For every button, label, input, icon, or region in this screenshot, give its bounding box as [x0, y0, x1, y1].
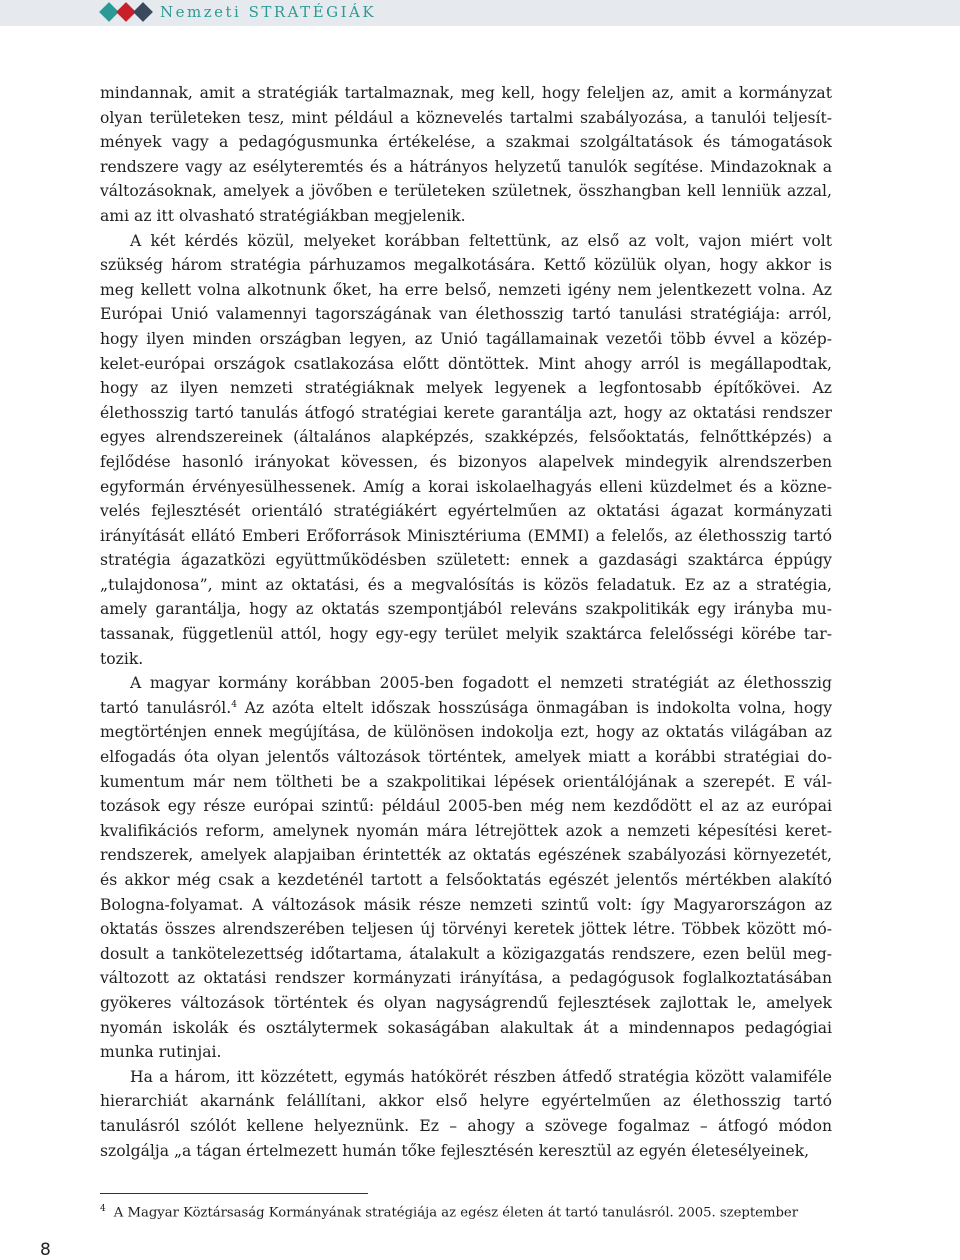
running-header [0, 0, 960, 26]
footnote [100, 1200, 840, 1222]
footnote-number: 4 [100, 1204, 106, 1214]
paragraph-3-text-before: A magyar kormány korábban 2005-ben fogadott el nemzeti stratégiát az élethosszig tartó tanulásról. [100, 674, 832, 717]
paragraph-4: Ha a három, itt közzétett, egymás hatókörét részben átfedő stratégia között valamiféle hierarchiát akarnánk felállítani, akkor első helyre egyértelműen az élethosszig tartó tanulásról szólót kellene helyeznünk. Ez – ahogy a szövege fogalmaz – átfogó módon szolgálja „a tágan értelmezett humán tőke fejlesztésén keresztül az egyén életesélyeinek, [100, 1067, 832, 1160]
header-title: Nemzeti STRATÉGIÁK [160, 3, 377, 21]
footnote-divider [100, 1193, 368, 1194]
body-text [100, 81, 832, 1163]
footnote-reference: 4 [231, 699, 237, 710]
paragraph-3-text-after: Az azóta eltelt időszak hosszúsága önmagában is indokolta volna, hogy megtörténjen ennek megújítása, de különösen indokolja ezt, hogy az oktatás világában az elfogadás óta olyan jelentős változások történtek, amelyek miatt a korábbi stratégiai dokumentum már nem töltheti be a szakpolitikai lépések orientálójának a szerepét. E változások egy része európai szintű: például 2005-ben még nem kezdődött el az az európai kvalifikációs reform, amelynek nyomán mára létrejöttek azok a nemzeti képesítési keretrendszerek, amelyek alapjaiban érintették az oktatás egészének szabályozási környezetét, és akkor még csak a kezdeténél tartott a felsőoktatás egészét jelentős mértékben alakító Bologna-folyamat. A változások másik része nemzeti szintű volt: így Magyarországon az oktatás összes alrendszerében teljesen új törvényi keretek jöttek létre. Többek között módosult a tankötelezettség időtartama, átalakult a közigazgatás rendszere, ezen belül megváltozott az oktatási rendszer kormányzati irányítása, a pedagógusok foglalkoztatásában gyökeres változások történtek és olyan nagyságrendű fejlesztések zajlottak le, amelyek nyomán iskolák és osztálytermek sokaságában alakultak át a mindennapos pedagógiai munka rutinjai. [100, 698, 832, 1062]
page-number: 8 [40, 1240, 51, 1260]
three-diamonds-icon [98, 3, 158, 23]
navy-diamond-icon [133, 2, 153, 22]
paragraph-3 [100, 671, 832, 1065]
paragraph-1: mindannak, amit a stratégiák tartalmaznak, meg kell, hogy feleljen az, amit a kormányzat olyan területeken tesz, mint például a köznevelés tartalmi szabályozása, a tanulói teljesítmények vagy a pedagógusmunka értékelése, a szakmai szolgáltatások és támogatások rendszere vagy az esélyteremtés és a hátrányos helyzetű tanulók segítése. Mindazoknak a változásoknak, amelyek a jövőben e területeken születnek, összhangban kell lenniük azzal, ami az itt olvasható stratégiákban megjelenik. [100, 84, 832, 225]
footnote-text: A Magyar Köztársaság Kormányának stratégiája az egész életen át tartó tanulásról. 2005. szeptember [113, 1205, 798, 1221]
paragraph-2: A két kérdés közül, melyeket korábban feltettünk, az első az volt, vajon miért volt szükség három stratégia párhuzamos megalkotására. Kettő közülük olyan, hogy akkor is meg kellett volna alkotnunk őket, ha erre belső, nemzeti igény nem jelentkezett volna. Az Európai Unió valamennyi tagországának van élethosszig tartó tanulási stratégiája: arról, hogy ilyen minden országban legyen, az Unió tagállamainak vezetői több évvel a közép-kelet-európai országok csatlakozása előtt döntöttek. Mint ahogy arról is megállapodtak, hogy az ilyen nemzeti stratégiáknak melyek legyenek a legfontosabb építőkövei. Az élethosszig tartó tanulás átfogó stratégiai kerete garantálja azt, hogy az oktatási rendszer egyes alrendszereinek (általános alapképzés, szakképzés, felsőoktatás, felnőttképzés) a fejlődése hasonló irányokat kövessen, és bizonyos alapelvek mindegyik alrendszerben egyformán érvényesülhessenek. Amíg a korai iskolaelhagyás elleni küzdelmet és a köznevelés fejlesztését orientáló stratégiákért egyértelműen az oktatási ágazat kormányzati irányítását ellátó Emberi Erőforrások Minisztériuma (EMMI) a felelős, az élethosszig tartó stratégia ágazatközi együttműködésben született: ennek a gazdasági szaktárca éppúgy „tulajdonosa”, mint az oktatási, és a megvalósítás is közös feladatuk. Ez az a stratégia, amely garantálja, hogy az oktatás szempontjából releváns szakpolitikák egy irányba mutassanak, függetlenül attól, hogy egy-egy terület melyik szaktárca felelősségi körébe tartozik. [100, 231, 832, 668]
